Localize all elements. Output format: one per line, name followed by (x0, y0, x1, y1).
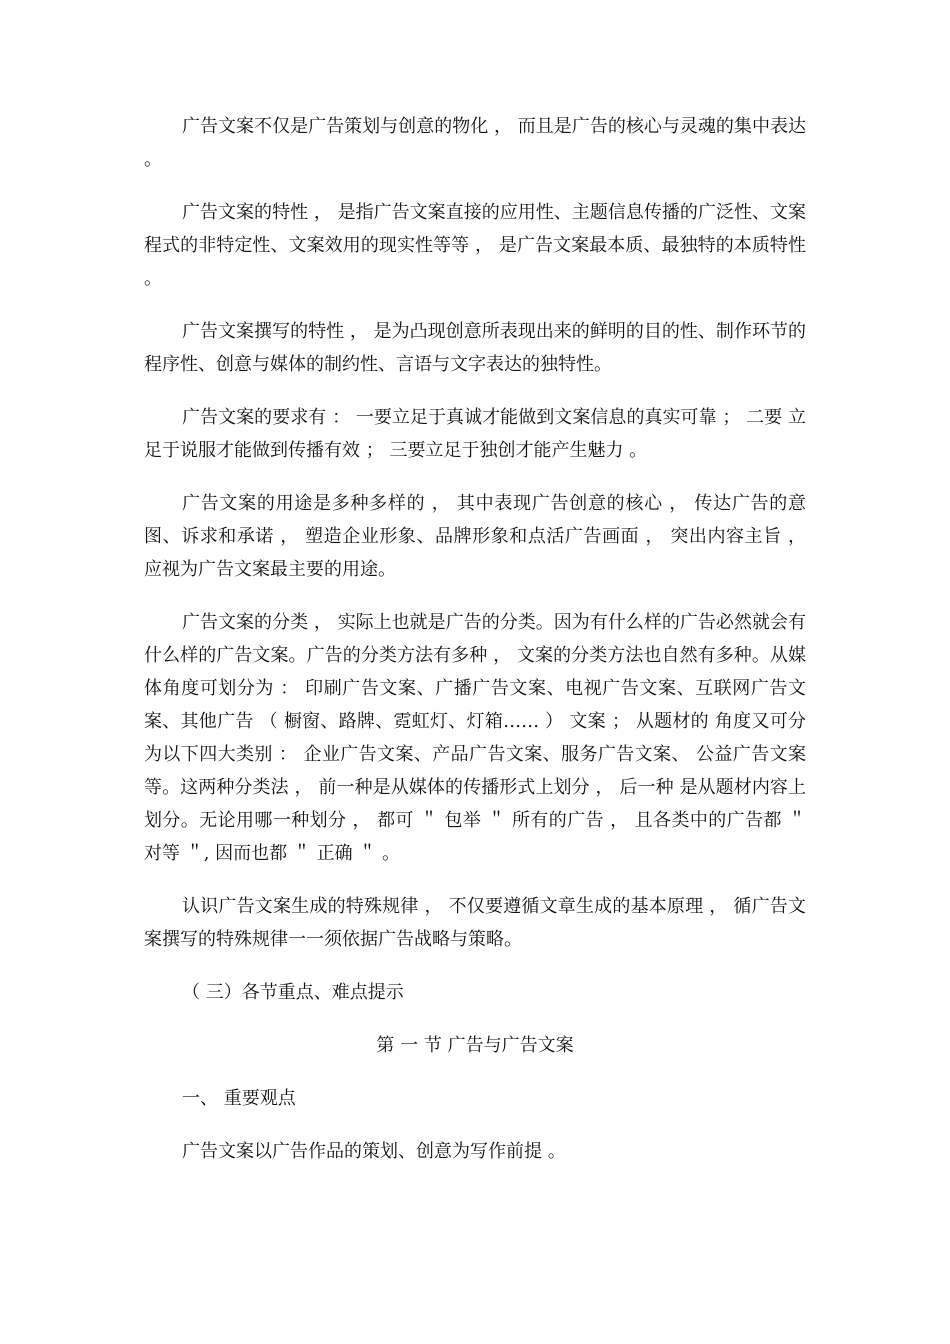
paragraph-definition: 广告文案不仅是广告策划与创意的物化 ， 而且是广告的核心与灵魂的集中表达 。 (144, 116, 806, 170)
paragraph-writing-characteristics: 广告文案撰写的特性 ， 是为凸现创意所表现出来的鲜明的目的性、制作环节的程序性、创意与媒体的制约性、言语与文字表达的独特性。 (144, 321, 806, 375)
paragraph-characteristics: 广告文案的特性 ， 是指广告文案直接的应用性、主题信息传播的广泛性、文案程式的非特定性、文案效用的现实性等等 ， 是广告文案最本质、最独特的本质特性 。 (144, 202, 806, 289)
paragraph-premise: 广告文案以广告作品的策划、创意为写作前提 。 (182, 1141, 566, 1162)
section-heading: （ 三）各节重点、难点提示 (182, 982, 404, 1003)
paragraph-rules: 认识广告文案生成的特殊规律 ， 不仅要遵循文章生成的基本原理 ， 循广告文案撰写的特殊规律一一须依据广告战略与策略。 (144, 896, 806, 950)
document-body (144, 110, 806, 1168)
subheading: 一、 重要观点 (182, 1088, 296, 1109)
paragraph-requirements: 广告文案的要求有 ： 一要立足于真诚才能做到文案信息的真实可靠 ； 二要 立足于说服才能做到传播有效 ； 三要立足于独创才能产生魅力 。 (144, 407, 806, 461)
paragraph-classification: 广告文案的分类 ， 实际上也就是广告的分类。因为有什么样的广告必然就会有什么样的广告文案。广告的分类方法有多种 ， 文案的分类方法也自然有多种。从媒体角度可划分为 ： 印刷广告文案、广播广告文案、电视广告文案、互联网广告文案、其他广告 （ 橱窗、路牌、霓虹灯、灯箱…… ） 文案 ； 从题材的 角度又可分为以下四大类别 ： 企业广告文案、产品广告文案、服务广告文案、 公益广告文案等。这两种分类法 ， 前一种是从媒体的传播形式上划分 ， 后一种 是从题材内容上划分。无论用哪一种划分 ， 都可 ＂ 包举 ＂ 所有的广告 ， 且各类中的广告都 ＂ 对等 ＂, 因而也都 ＂ 正确 ＂ 。 (144, 612, 806, 864)
paragraph-uses: 广告文案的用途是多种多样的 ， 其中表现广告创意的核心 ， 传达广告的意图、诉求和承诺 ， 塑造企业形象、品牌形象和点活广告画面 ， 突出内容主旨 ， 应视为广告文案最主要的用途。 (144, 493, 806, 580)
section-title: 第 一 节 广告与广告文案 (376, 1035, 574, 1056)
